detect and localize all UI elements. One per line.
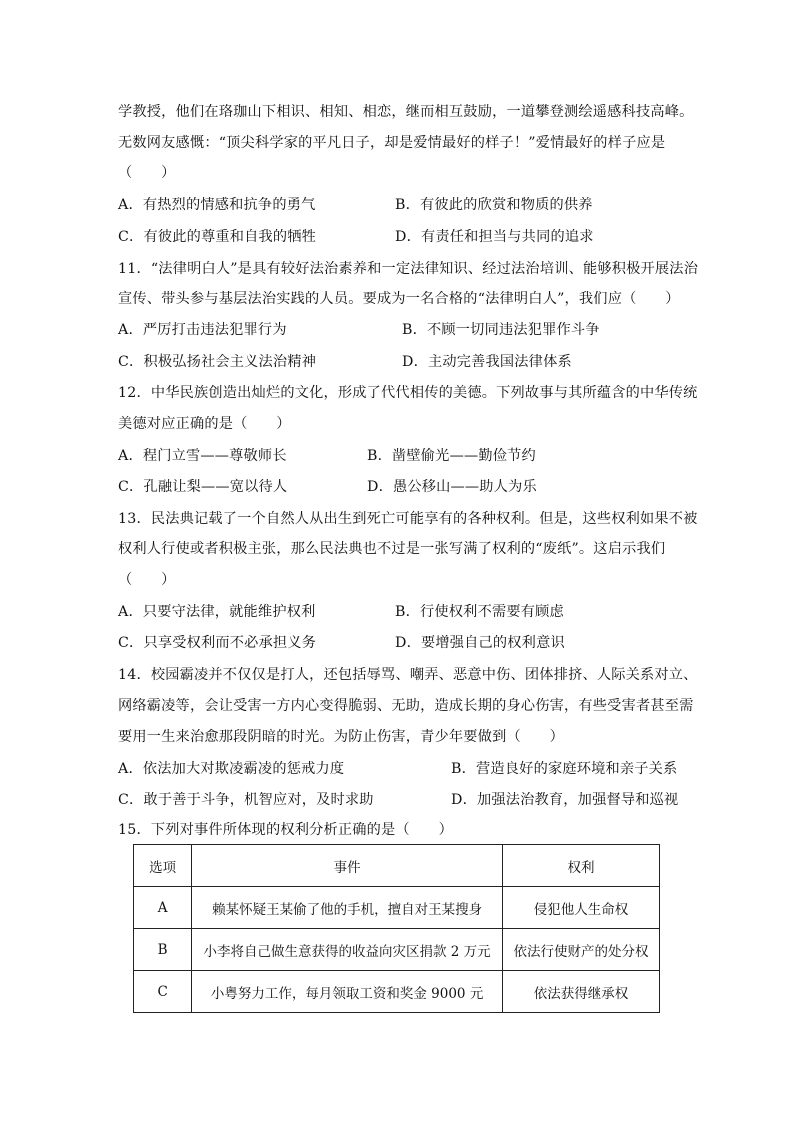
q12-line-2: 美德对应正确的是（ ） <box>118 416 291 432</box>
q14-line-1: 14．校园霸凌并不仅仅是打人，还包括辱骂、嘲弄、恶意中伤、团体排挤、人际关系对立、 <box>118 667 698 683</box>
table-row <box>134 887 660 929</box>
q12-option-a: A．程门立雪——尊敬师长 <box>118 448 287 464</box>
q10-line-1: 学教授，他们在珞珈山下相识、相知、相恋，继而相互鼓励，一道攀登测绘遥感科技高峰。 <box>118 104 694 120</box>
table-cell-event: 赖某怀疑王某偷了他的手机，擅自对王某搜身 <box>192 887 503 929</box>
table-cell-right: 依法获得继承权 <box>502 971 659 1013</box>
table-header-event: 事件 <box>192 845 503 887</box>
q13-paren: （ ） <box>118 572 176 588</box>
q12-line-1: 12．中华民族创造出灿烂的文化，形成了代代相传的美德。下列故事与其所蕴含的中华传统 <box>118 385 698 401</box>
table-cell-right: 侵犯他人生命权 <box>502 887 659 929</box>
table-row <box>134 929 660 971</box>
q15-stem: 15．下列对事件所体现的权利分析正确的是（ ） <box>118 822 453 838</box>
q14-option-b: B．营造良好的家庭环境和亲子关系 <box>451 761 678 777</box>
q13-line-1: 13．民法典记载了一个自然人从出生到死亡可能享有的各种权利。但是，这些权利如果不被 <box>118 511 698 527</box>
q11-line-1: 11．“法律明白人”是具有较好法治素养和一定法律知识、经过法治培训、能够积极开展法治 <box>118 261 699 277</box>
q10-option-b: B．有彼此的欣赏和物质的供养 <box>395 197 593 213</box>
q10-line-2: 无数网友感慨：“顶尖科学家的平凡日子，却是爱情最好的样子！”爱情最好的样子应是 <box>118 135 666 151</box>
q13-option-c: C．只享受权利而不必承担义务 <box>118 635 317 651</box>
q10-option-c: C．有彼此的尊重和自我的牺牲 <box>118 229 317 245</box>
q10-paren: （ ） <box>118 165 176 181</box>
table-header-row <box>134 845 660 887</box>
table-header-option: 选项 <box>134 845 192 887</box>
q12-option-b: B．凿壁偷光——勤俭节约 <box>367 448 536 464</box>
table-cell-option: C <box>134 971 192 1013</box>
q14-option-a: A．依法加大对欺凌霸凌的惩戒力度 <box>118 761 345 777</box>
q12-option-d: D．愚公移山——助人为乐 <box>367 479 537 495</box>
q11-option-b: B．不顾一切同违法犯罪作斗争 <box>402 322 600 338</box>
table-cell-option: B <box>134 929 192 971</box>
q11-option-c: C．积极弘扬社会主义法治精神 <box>118 354 317 370</box>
table-cell-event: 小李将自己做生意获得的收益向灾区捐款 2 万元 <box>192 929 503 971</box>
q13-option-a: A．只要守法律，就能维护权利 <box>118 604 316 620</box>
table-cell-option: A <box>134 887 192 929</box>
q13-option-b: B．行使权利不需要有顾虑 <box>395 604 564 620</box>
q12-option-c: C．孔融让梨——宽以待人 <box>118 479 288 495</box>
q11-option-d: D．主动完善我国法律体系 <box>402 354 572 370</box>
q14-line-2: 网络霸凌等，会让受害一方内心变得脆弱、无助，造成长期的身心伤害，有些受害者甚至需 <box>118 698 694 714</box>
table-row <box>134 971 660 1013</box>
q14-option-c: C．敢于善于斗争，机智应对，及时求助 <box>118 792 374 808</box>
q15-rights-table <box>133 844 660 1013</box>
q10-option-d: D．有责任和担当与共同的追求 <box>395 229 594 245</box>
q11-option-a: A．严厉打击违法犯罪行为 <box>118 322 287 338</box>
q11-line-2: 宣传、带头参与基层法治实践的人员。要成为一名合格的“法律明白人”，我们应（ ） <box>118 291 680 307</box>
q14-line-3: 要用一生来治愈那段阴暗的时光。为防止伤害，青少年要做到（ ） <box>118 729 565 745</box>
table-cell-right: 依法行使财产的处分权 <box>502 929 659 971</box>
table-header-right: 权利 <box>502 845 659 887</box>
table-cell-event: 小粤努力工作，每月领取工资和奖金 9000 元 <box>192 971 503 1013</box>
q10-option-a: A．有热烈的情感和抗争的勇气 <box>118 197 316 213</box>
q14-option-d: D．加强法治教育，加强督导和巡视 <box>451 792 679 808</box>
q13-line-2: 权利人行使或者积极主张，那么民法典也不过是一张写满了权利的“废纸”。这启示我们 <box>118 541 666 557</box>
q13-option-d: D．要增强自己的权利意识 <box>395 635 565 651</box>
